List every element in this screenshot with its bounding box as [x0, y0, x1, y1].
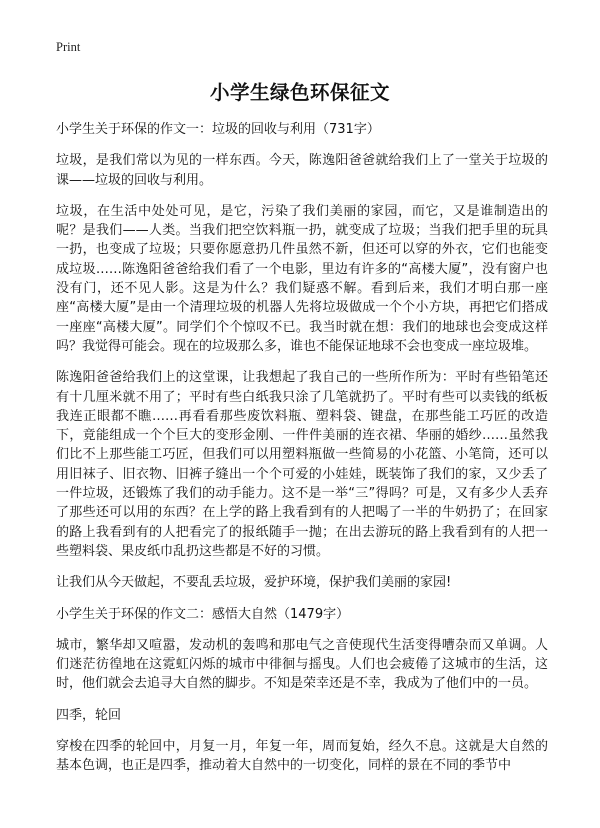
- paragraph: 穿梭在四季的轮回中，月复一月，年复一年，周而复始，经久不息。这就是大自然的基本色调，也正是四季，推动着大自然中的一切变化，同样的景在不同的季节中: [56, 739, 548, 774]
- essay-heading: 小学生关于环保的作文二：感悟大自然（1479字）: [56, 606, 350, 622]
- paragraph: 垃圾，在生活中处处可见，是它，污染了我们美丽的家园，而它，又是谁制造出的呢？是我们——人类。当我们把空饮料瓶一扔，就变成了垃圾；当我们把手里的玩具一扔，也变成了垃圾；只要你愿意扔几件虽然不新，但还可以穿的外衣，它们也能变成垃圾……陈逸阳爸爸给我们看了一个电影，里边有许多的“高楼大厦”，没有窗户也没有门，还不见人影。这是为什么？我们疑惑不解。看到后来，我们才明白那一座座“高楼大厦”是由一个清理垃圾的机器人先将垃圾做成一个个小方块，再把它们搭成一座座“高楼大厦”。同学们个个惊叹不已。我当时就在想：我们的地球也会变成这样吗？我觉得可能会。现在的垃圾那么多，谁也不能保证地球不会也变成一座垃圾堆。: [56, 203, 548, 354]
- paragraph: 让我们从今天做起，不要乱丢垃圾，爱护环境，保护我们美丽的家园!: [56, 575, 452, 591]
- print-link[interactable]: Print: [56, 40, 81, 54]
- section-heading: 四季，轮回: [56, 707, 122, 723]
- paragraph: 垃圾，是我们常以为见的一样东西。今天，陈逸阳爸爸就给我们上了一堂关于垃圾的课——垃圾的回收与利用。: [56, 153, 548, 188]
- paragraph: 城市，繁华却又喧嚣，发动机的轰鸣和那电气之音使现代生活变得嘈杂而又单调。人们迷茫彷徨地在这霓虹闪烁的城市中徘徊与摇曳。人们也会疲倦了这城市的生活，这时，他们就会去追寻大自然的脚步。不知是荣幸还是不幸，我成为了他们中的一员。: [56, 637, 548, 692]
- paragraph: 陈逸阳爸爸给我们上的这堂课，让我想起了我自己的一些所作所为：平时有些铅笔还有十几厘米就不用了；平时有些白纸我只涂了几笔就扔了。平时有些可以卖钱的纸板我连正眼都不瞧……再看看那些废饮料瓶、塑料袋、键盘，在那些能工巧匠的改造下，竟能组成一个个巨大的变形金刚、一件件美丽的连衣裙、华丽的婚纱……虽然我们比不上那些能工巧匠，但我们可以用塑料瓶做一些简易的小花篮、小笔筒，还可以用旧袜子、旧衣物、旧裤子缝出一个个可爱的小娃娃，既装饰了我们的家，又少丢了一件垃圾，还锻炼了我们的动手能力。这不是一举“三”得吗？可是，又有多少人丢弃了那些还可以用的东西？在上学的路上我看到有的人把喝了一半的牛奶扔了；在回家的路上我看到有的人把看完了的报纸随手一抛；在出去游玩的路上我看到有的人把一些塑料袋、果皮纸巾乱扔这些都是不好的习惯。: [56, 370, 548, 559]
- page-title: 小学生绿色环保征文: [209, 81, 390, 104]
- article-body: [56, 120, 548, 788]
- essay-heading: 小学生关于环保的作文一：垃圾的回收与利用（731字）: [56, 122, 380, 137]
